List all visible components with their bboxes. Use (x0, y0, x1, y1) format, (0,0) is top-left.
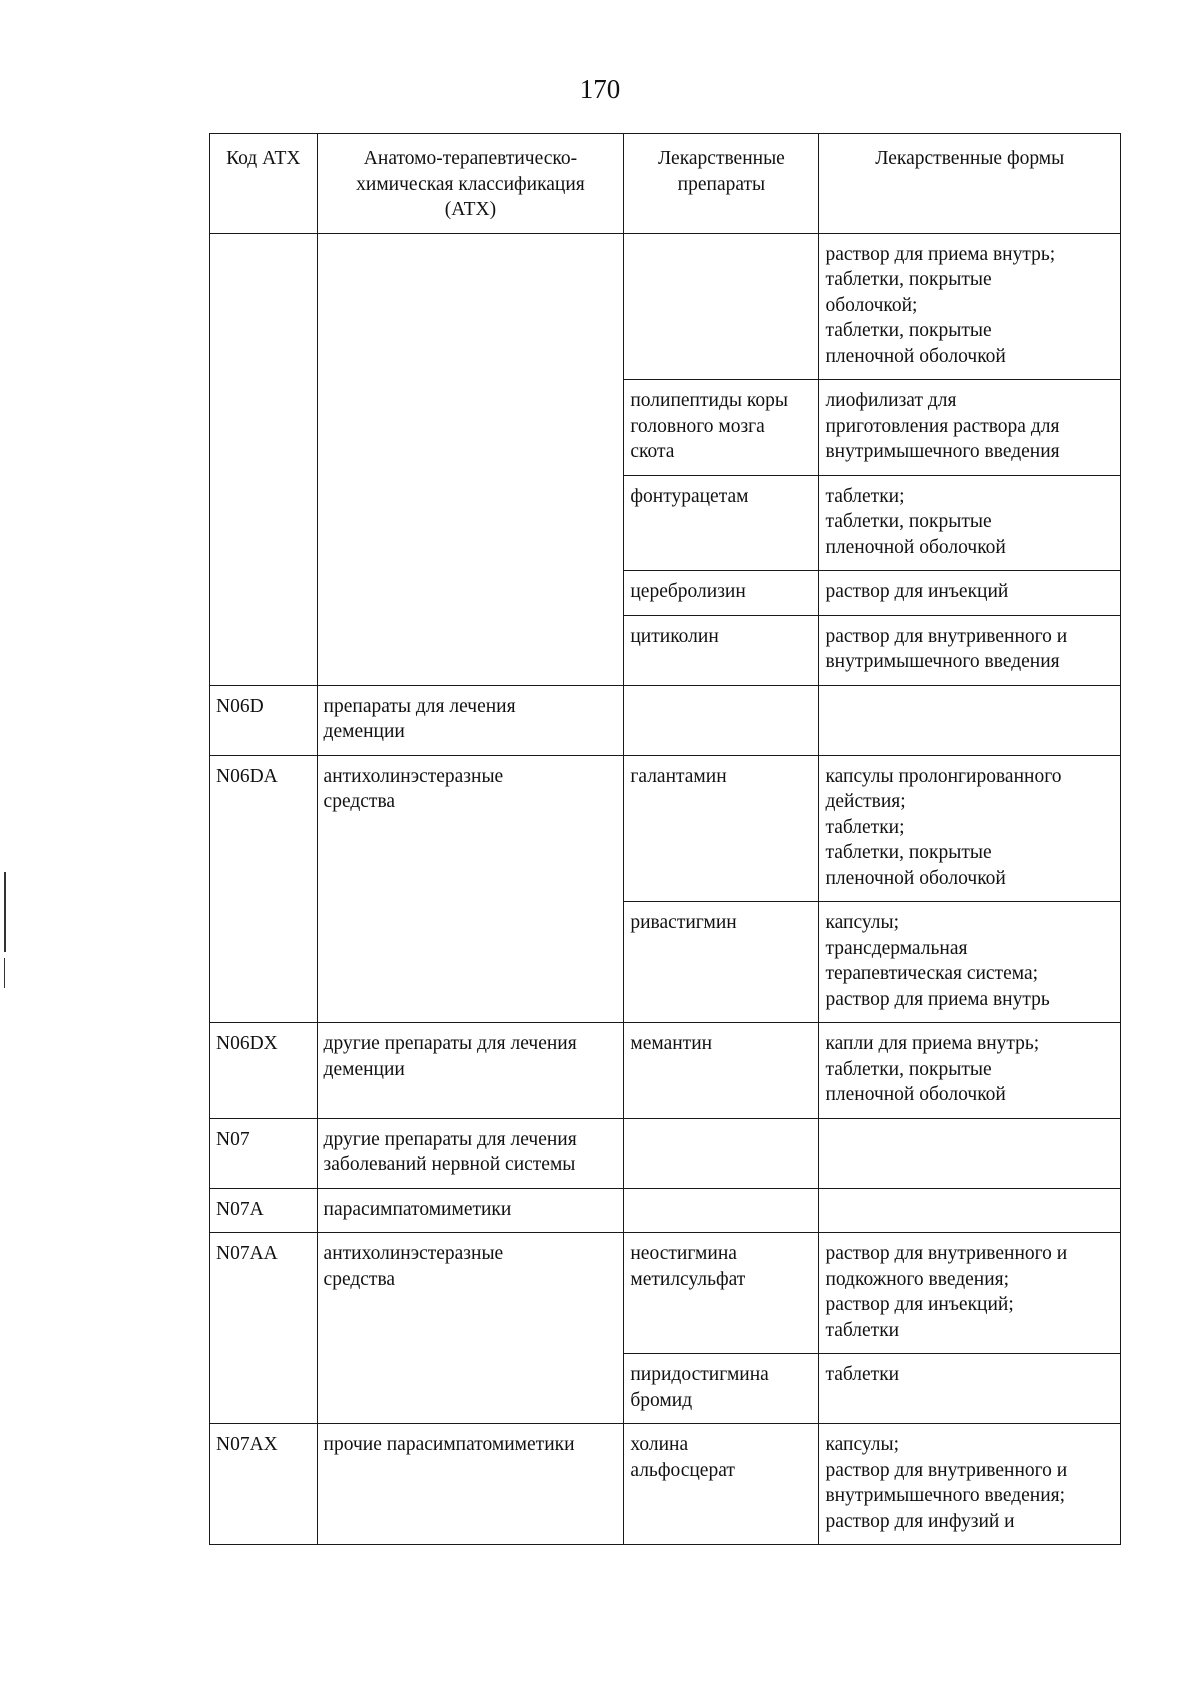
forms-cell (819, 1188, 1121, 1233)
table-row (210, 1023, 1121, 1119)
drug-cell: пиридостигмина бромид (624, 1354, 819, 1424)
atx-code-cell (210, 233, 318, 685)
header-atx-classification: Анатомо-терапевтическо- химическая классификация (АТХ) (317, 134, 624, 234)
drug-cell: цитиколин (624, 615, 819, 685)
header-drugs: Лекарственные препараты (624, 134, 819, 234)
drug-cell: галантамин (624, 755, 819, 902)
atx-class-cell: препараты для лечения деменции (317, 685, 624, 755)
drug-cell: ривастигмин (624, 902, 819, 1023)
page-number: 170 (579, 74, 621, 104)
drug-cell (624, 1188, 819, 1233)
atx-code-cell: N06DA (210, 755, 318, 1023)
forms-cell: раствор для приема внутрь; таблетки, покрытые оболочкой; таблетки, покрытые пленочной оболочкой (819, 233, 1121, 380)
atx-code-cell: N06DX (210, 1023, 318, 1119)
forms-cell: раствор для внутривенного и подкожного введения; раствор для инъекций; таблетки (819, 1233, 1121, 1354)
table-row (210, 1188, 1121, 1233)
header-dosage-forms: Лекарственные формы (819, 134, 1121, 234)
drug-cell: неостигмина метилсульфат (624, 1233, 819, 1354)
drug-cell (624, 685, 819, 755)
forms-cell: капли для приема внутрь; таблетки, покрытые пленочной оболочкой (819, 1023, 1121, 1119)
drug-cell: полипептиды коры головного мозга скота (624, 380, 819, 476)
scan-artifact-line (4, 872, 6, 952)
forms-cell (819, 1118, 1121, 1188)
drug-cell (624, 1118, 819, 1188)
forms-cell: капсулы; трансдермальная терапевтическая система; раствор для приема внутрь (819, 902, 1121, 1023)
drug-cell: холина альфосцерат (624, 1424, 819, 1545)
forms-cell: лиофилизат для приготовления раствора для внутримышечного введения (819, 380, 1121, 476)
forms-cell: раствор для внутривенного и внутримышечного введения (819, 615, 1121, 685)
table-row (210, 755, 1121, 902)
atx-code-cell: N07AA (210, 1233, 318, 1424)
atx-code-cell: N07 (210, 1118, 318, 1188)
table-row (210, 233, 1121, 380)
scan-artifact-line (4, 958, 5, 988)
atx-code-cell: N07AX (210, 1424, 318, 1545)
atx-drug-table (209, 133, 1121, 1545)
table-row (210, 1424, 1121, 1545)
forms-cell (819, 685, 1121, 755)
atx-code-cell: N06D (210, 685, 318, 755)
atx-class-cell: прочие парасимпатомиметики (317, 1424, 624, 1545)
atx-class-cell (317, 233, 624, 685)
drug-cell: церебролизин (624, 571, 819, 616)
atx-class-cell: другие препараты для лечения деменции (317, 1023, 624, 1119)
atx-class-cell: другие препараты для лечения заболеваний нервной системы (317, 1118, 624, 1188)
atx-code-cell: N07A (210, 1188, 318, 1233)
table-row (210, 685, 1121, 755)
table-row (210, 1118, 1121, 1188)
forms-cell: таблетки; таблетки, покрытые пленочной оболочкой (819, 475, 1121, 571)
atx-class-cell: антихолинэстеразные средства (317, 1233, 624, 1424)
table-header-row (210, 134, 1121, 234)
forms-cell: капсулы; раствор для внутривенного и внутримышечного введения; раствор для инфузий и (819, 1424, 1121, 1545)
forms-cell: капсулы пролонгированного действия; таблетки; таблетки, покрытые пленочной оболочкой (819, 755, 1121, 902)
drug-cell (624, 233, 819, 380)
atx-class-cell: парасимпатомиметики (317, 1188, 624, 1233)
header-atx-code: Код АТХ (210, 134, 318, 234)
table-row (210, 1233, 1121, 1354)
forms-cell: таблетки (819, 1354, 1121, 1424)
drug-cell: фонтурацетам (624, 475, 819, 571)
forms-cell: раствор для инъекций (819, 571, 1121, 616)
drug-cell: мемантин (624, 1023, 819, 1119)
atx-class-cell: антихолинэстеразные средства (317, 755, 624, 1023)
